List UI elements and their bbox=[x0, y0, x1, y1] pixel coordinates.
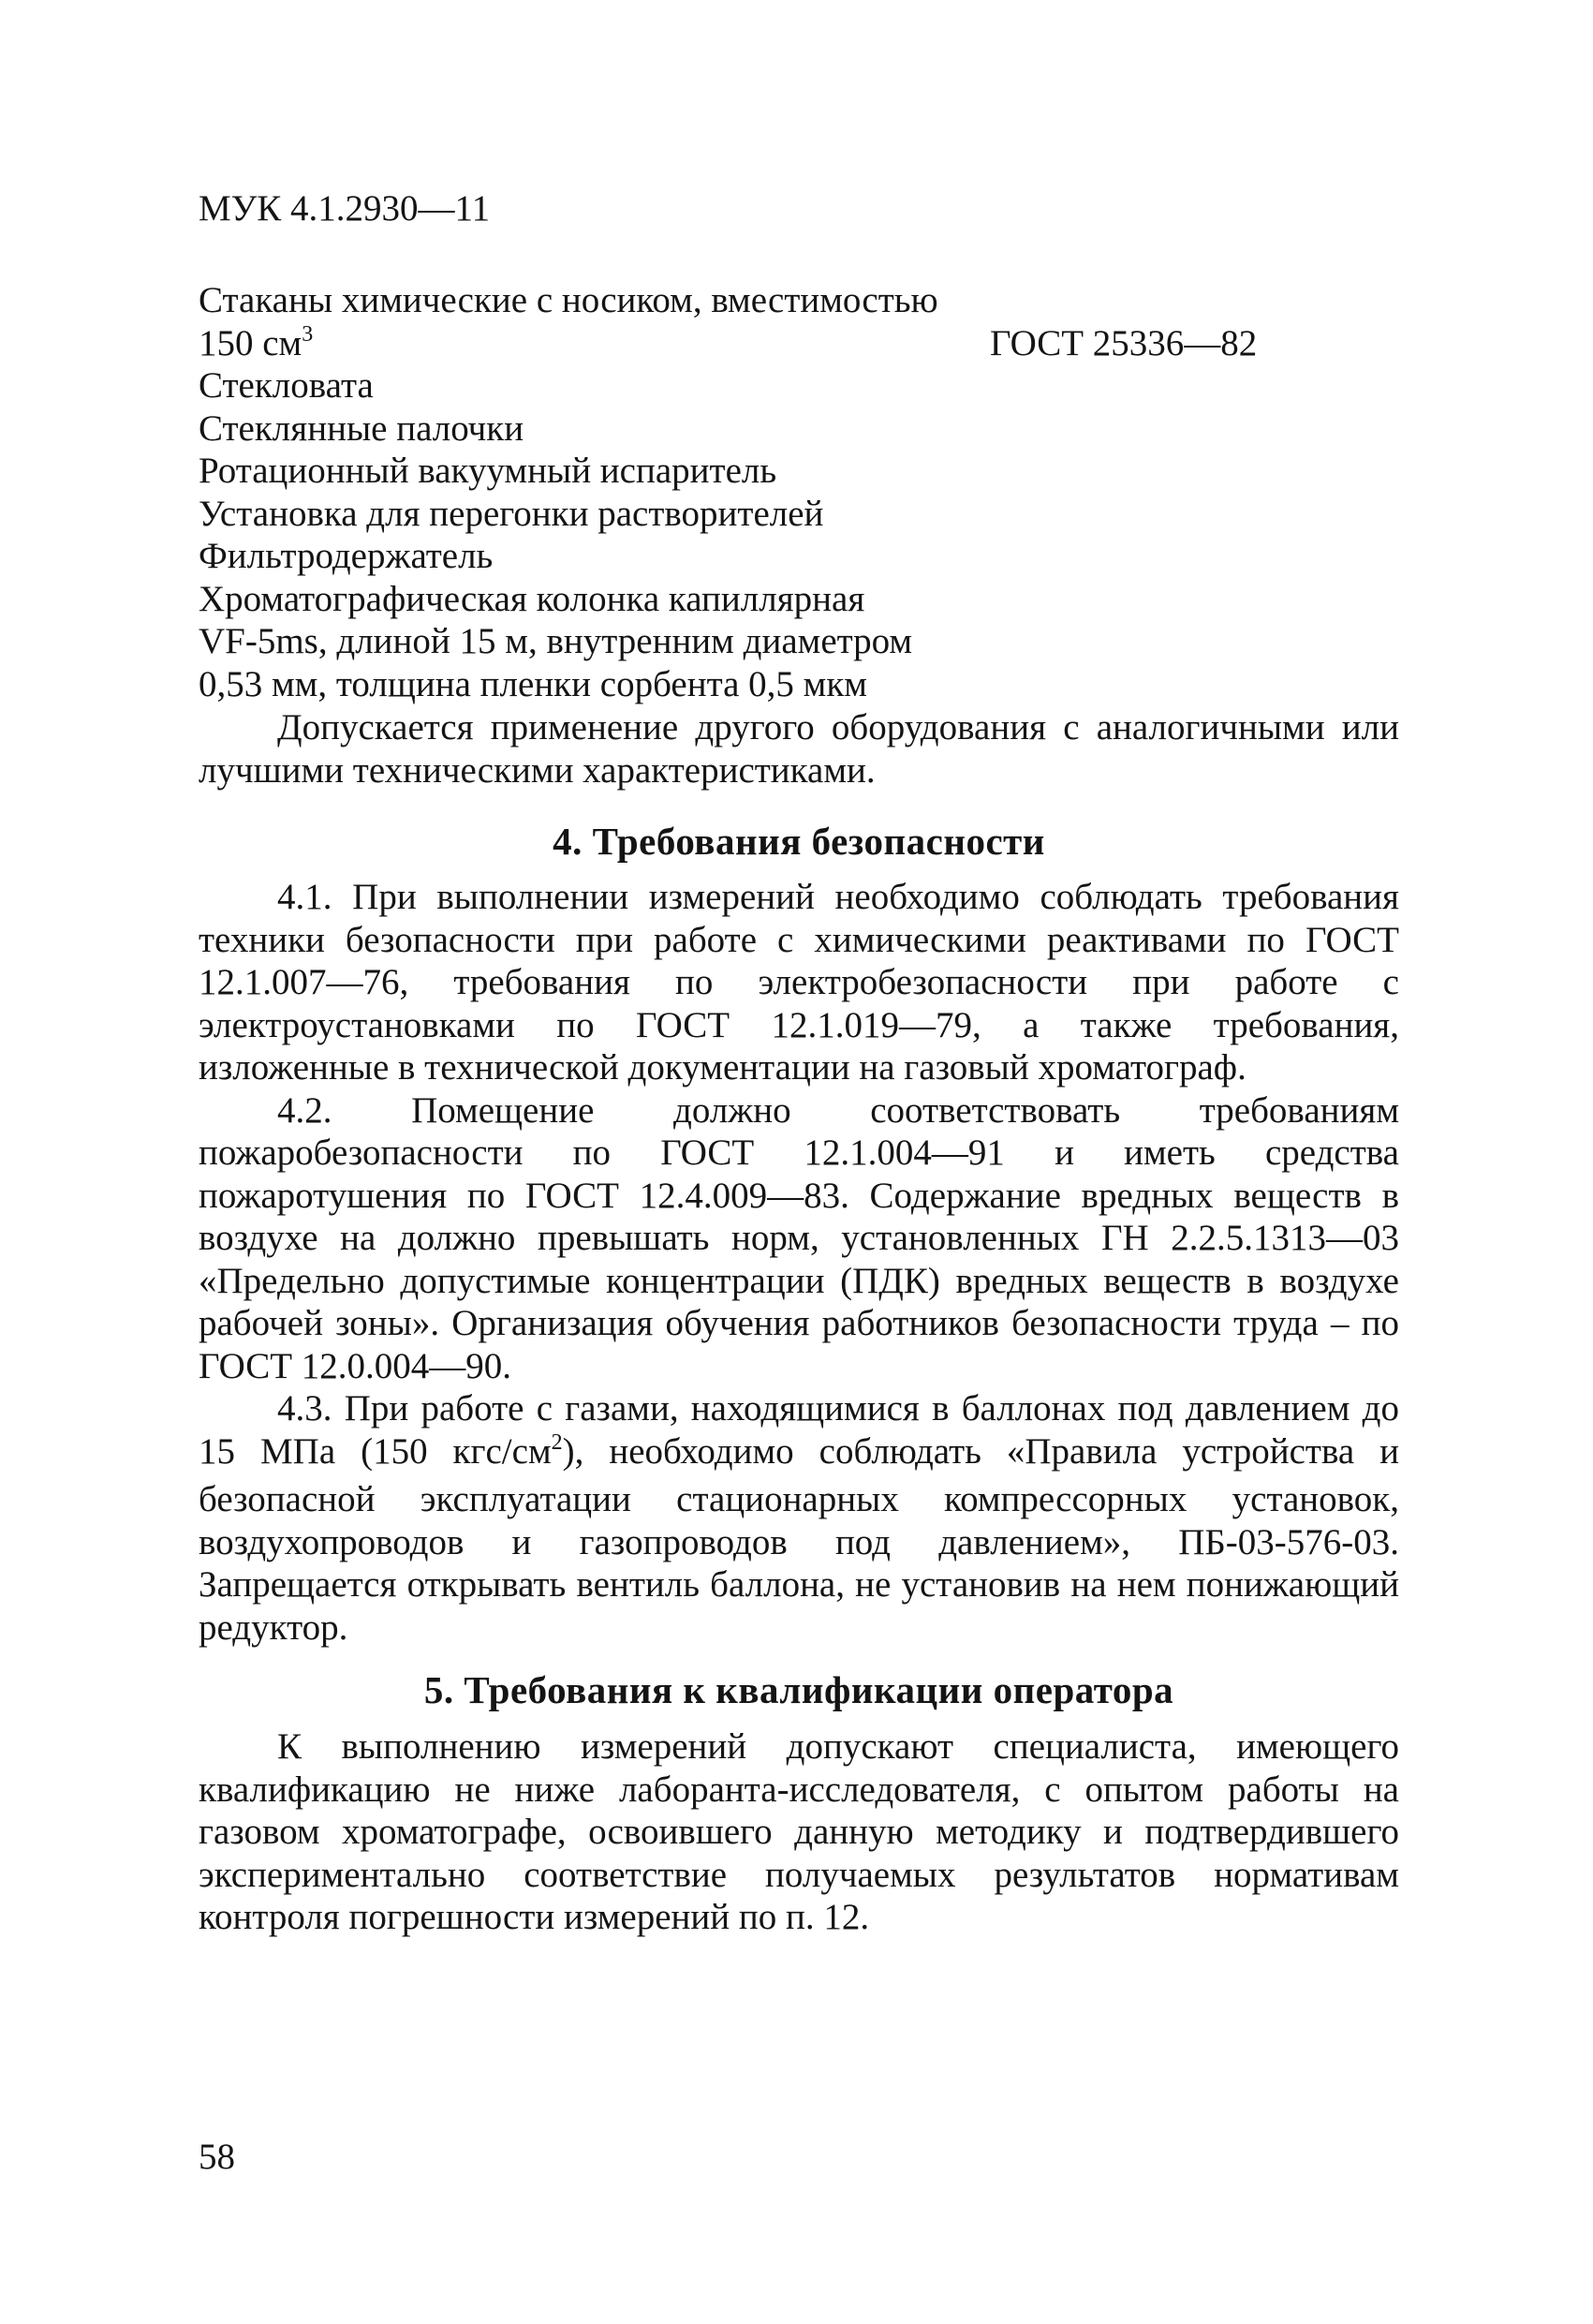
equipment-item: 0,53 мм, толщина пленки сорбента 0,5 мкм bbox=[199, 663, 867, 704]
section-5-title: 5. Требования к квалификации оператора bbox=[423, 1668, 1174, 1711]
paragraph-4-1: 4.1. При выполнении измерений необходимо соблюдать требования техники безопасности при работе с химическими реактивами по ГОСТ 12.1.007—76, требования по электробезопасности при работе с электроустановками по ГОСТ 12.1.019—79, а также требования, изложенные в технической документации на газовый хроматограф. bbox=[199, 877, 1399, 1088]
equipment-item: VF-5ms, длиной 15 м, внутренним диаметром bbox=[199, 621, 913, 661]
equipment-item: Фильтродержатель bbox=[199, 536, 494, 576]
equipment-item: Хроматографическая колонка капиллярная bbox=[199, 578, 865, 619]
equipment-list bbox=[199, 279, 1399, 705]
section-5-body bbox=[199, 1725, 1399, 1939]
superscript: 3 bbox=[302, 321, 314, 347]
paragraph-4-3 bbox=[199, 1387, 1399, 1649]
section-4-title: 4. Требования безопасности bbox=[553, 820, 1045, 863]
paragraph-4-3-start: 4.3. При работе с газами, находящимися в баллонах под давлением до 15 МПа (150 кгс/см bbox=[199, 1388, 1399, 1472]
equipment-volume: 150 см bbox=[199, 322, 302, 363]
paragraph-5: К выполнению измерений допускают специалиста, имеющего квалификацию не ниже лаборанта-исследователя, с опытом работы на газовом хроматографе, освоившего данную методику и подтвердившего экспериментально соответствие получаемых результатов нормативам контроля погрешности измерений по п. 12. bbox=[199, 1726, 1399, 1937]
equipment-item: Стеклянные палочки bbox=[199, 407, 524, 449]
document-code: МУК 4.1.2930—11 bbox=[199, 188, 491, 229]
equipment-gost: ГОСТ 25336—82 bbox=[990, 322, 1258, 363]
paragraph-4-3-end: ), необходимо соблюдать «Правила устройства и безопасной эксплуатации стационарных компрессорных установок, воздухопроводов и газопроводов под давлением», ПБ-03-576-03. Запрещается открывать вентиль баллона, не установив на нем понижающий редуктор. bbox=[199, 1430, 1399, 1648]
section-4-body bbox=[199, 876, 1399, 1649]
equipment-item: Ротационный вакуумный испаритель bbox=[199, 451, 777, 491]
equipment-item: Установка для перегонки растворителей bbox=[199, 493, 824, 534]
equipment-item bbox=[199, 322, 1399, 365]
superscript: 2 bbox=[551, 1429, 563, 1455]
equipment-note: Допускается применение другого оборудования с аналогичными или лучшими техническими характеристиками. bbox=[199, 707, 1399, 791]
equipment-item: Стекловата bbox=[199, 365, 374, 406]
page-number: 58 bbox=[199, 2137, 235, 2177]
equipment-item: Стаканы химические с носиком, вместимостью bbox=[199, 280, 938, 320]
equipment-note-block bbox=[199, 706, 1399, 792]
paragraph-4-2: 4.2. Помещение должно соответствовать требованиям пожаробезопасности по ГОСТ 12.1.004—91 и иметь средства пожаротушения по ГОСТ 12.4.009—83. Содержание вредных веществ в воздухе на должно превышать норм, установленных ГН 2.2.5.1313—03 «Предельно допустимые концентрации (ПДК) вредных веществ в воздухе рабочей зоны». Организация обучения работников безопасности труда – по ГОСТ 12.0.004—90. bbox=[199, 1089, 1399, 1386]
